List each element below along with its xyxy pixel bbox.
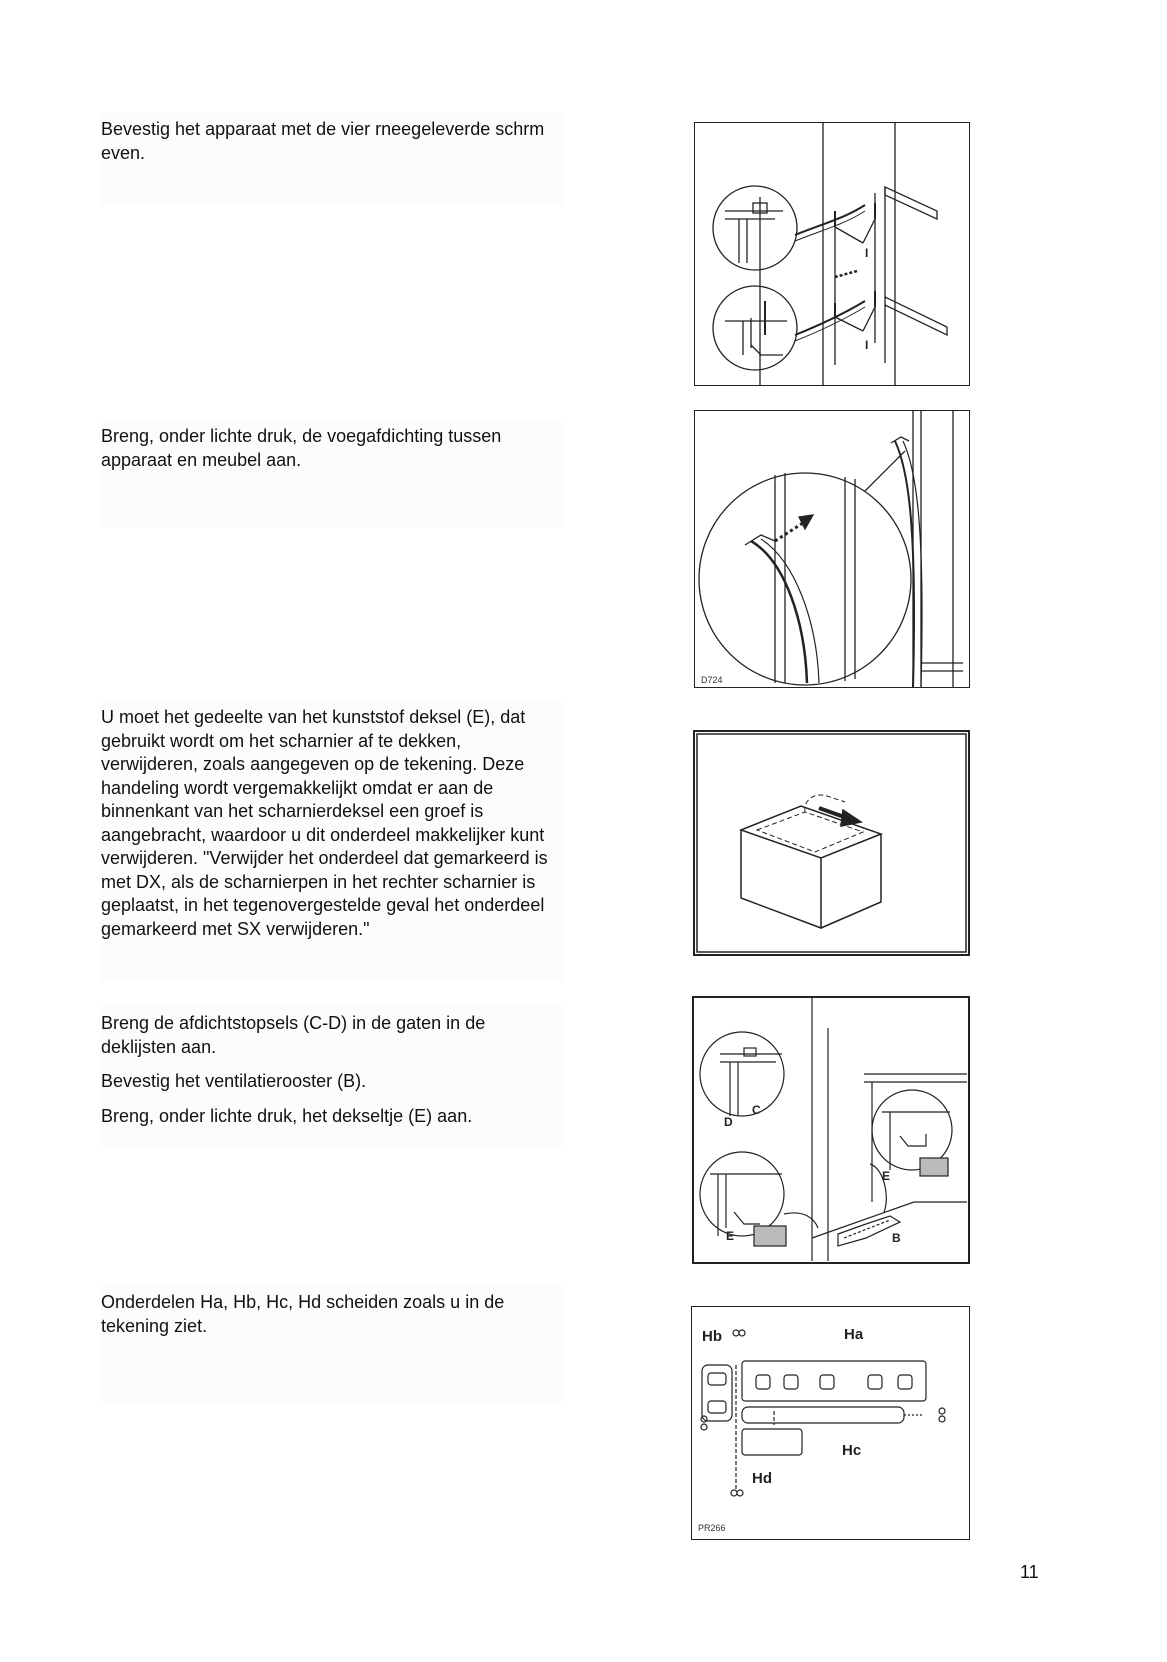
paragraph: Bevestig het ventilatierooster (B). xyxy=(101,1071,367,1091)
seal-strip-illustration xyxy=(695,411,969,687)
parts-separation-illustration xyxy=(692,1307,969,1539)
section-4-text xyxy=(101,1006,563,1148)
section-3-text xyxy=(101,700,563,982)
paragraph: Onderdelen Ha, Hb, Hc, Hd scheiden zoals u in de tekening ziet. xyxy=(101,1292,505,1336)
figure-code: D724 xyxy=(701,675,723,685)
page-number: 11 xyxy=(1020,1562,1039,1582)
figure-hinge-cover xyxy=(693,730,970,956)
paragraph: Breng de afdichtstopsels (C-D) in de gaten in de deklijsten aan. xyxy=(101,1013,486,1057)
paragraph: Breng, onder lichte druk, de voegafdichting tussen apparaat en meubel aan. xyxy=(101,426,502,470)
figure-seal-strip xyxy=(694,410,970,688)
label-d: D xyxy=(724,1115,733,1129)
paragraph: U moet het gedeelte van het kunststof deksel (E), dat gebruikt wordt om het scharnier af te dekken, verwijderen, zoals aangegeven op de tekening. Deze handeling wordt vergemakkelijkt omdat er aan de binnenkant van het scharnierdeksel een groef is aangebracht, waardoor u dit onderdeel makkelijker kunt verwijderen. "Verwijder het onderdeel dat gemarkeerd is met DX, als de scharnierpen in het rechter scharnier is geplaatst, in het tegenovergestelde geval het onderdeel gemarkeerd met SX verwijderen." xyxy=(101,707,548,939)
figure-seal-plugs-grille xyxy=(692,996,970,1264)
label-hb: Hb xyxy=(702,1328,722,1345)
paragraph: Breng, onder lichte druk, het dekseltje (E) aan. xyxy=(101,1105,473,1126)
label-e-left: E xyxy=(726,1229,735,1243)
figure-code: PR266 xyxy=(698,1523,726,1533)
label-b: B xyxy=(892,1231,901,1245)
label-i-bottom: I xyxy=(865,338,869,352)
section-2-text xyxy=(101,419,563,527)
section-5-text xyxy=(101,1285,563,1405)
screw-mounting-illustration xyxy=(695,123,969,385)
figure-parts-separation xyxy=(691,1306,970,1540)
label-c: C xyxy=(752,1103,761,1117)
label-ha: Ha xyxy=(844,1326,864,1343)
seal-plugs-grille-illustration xyxy=(694,998,967,1261)
section-1-text xyxy=(101,112,563,206)
label-hc: Hc xyxy=(842,1442,862,1459)
label-i-top: I xyxy=(865,246,869,260)
label-hd: Hd xyxy=(752,1470,772,1487)
hinge-cover-illustration xyxy=(695,732,968,954)
figure-screw-mounting xyxy=(694,122,970,386)
label-e-right: E xyxy=(882,1169,891,1183)
paragraph: Bevestig het apparaat met de vier rneegeleverde schrm even. xyxy=(101,119,545,163)
